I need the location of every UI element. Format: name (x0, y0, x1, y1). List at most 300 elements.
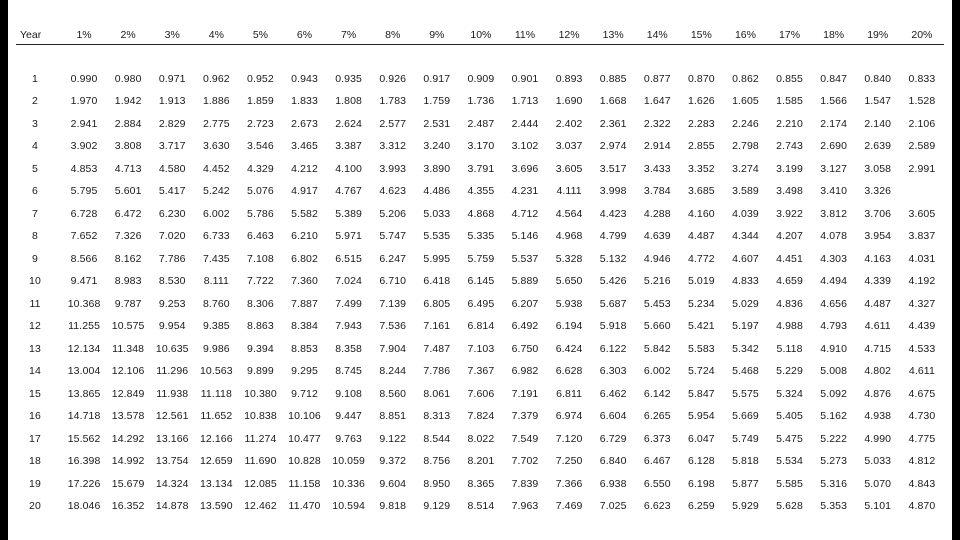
factor-cell: 6.373 (643, 432, 671, 445)
factor-cell: 3.998 (599, 185, 627, 198)
factor-cell: 6.230 (158, 207, 186, 220)
factor-cell: 8.853 (291, 342, 318, 355)
factor-cell: 8.745 (335, 365, 362, 378)
factor-cell: 5.971 (335, 230, 362, 243)
factor-cell: 4.288 (643, 207, 671, 220)
year-cell: 5 (32, 162, 38, 175)
factor-cell: 0.870 (687, 72, 715, 85)
rate-column-header: 19% (867, 29, 889, 41)
factor-cell: 0.833 (908, 72, 936, 85)
factor-cell: 7.108 (247, 252, 274, 265)
factor-cell: 5.019 (687, 275, 715, 288)
factor-cell: 6.472 (114, 207, 142, 220)
factor-cell: 5.749 (732, 432, 759, 445)
factor-cell: 8.244 (379, 365, 407, 378)
factor-cell: 0.980 (114, 72, 142, 85)
factor-cell: 3.922 (776, 207, 803, 220)
factor-cell: 8.950 (423, 477, 451, 490)
factor-cell: 2.210 (776, 117, 803, 130)
factor-cell: 4.938 (864, 410, 892, 423)
factor-cell: 6.974 (555, 410, 583, 423)
factor-cell: 7.536 (379, 320, 407, 333)
year-cell: 3 (32, 117, 38, 130)
factor-cell: 2.577 (379, 117, 407, 130)
factor-cell: 3.706 (864, 207, 892, 220)
factor-cell: 9.108 (335, 387, 362, 400)
year-cell: 20 (29, 500, 41, 513)
factor-cell: 9.954 (158, 320, 186, 333)
factor-cell: 9.129 (423, 500, 451, 513)
factor-cell: 3.993 (379, 162, 407, 175)
factor-cell: 10.635 (155, 342, 189, 355)
factor-cell: 6.623 (643, 500, 671, 513)
factor-cell: 5.954 (687, 410, 715, 423)
factor-cell: 3.498 (776, 185, 803, 198)
factor-cell: 0.990 (70, 72, 98, 85)
rate-column-header: 11% (514, 29, 536, 41)
factor-cell: 5.583 (687, 342, 715, 355)
rate-column-header: 7% (341, 29, 357, 41)
factor-cell: 12.106 (111, 365, 145, 378)
rate-column-header: 5% (252, 29, 269, 41)
factor-cell: 5.795 (70, 185, 98, 198)
table-row (16, 473, 944, 496)
divider-line (16, 45, 944, 68)
table-row (16, 248, 944, 271)
factor-cell: 13.865 (67, 387, 101, 400)
factor-cell: 4.853 (70, 162, 98, 175)
rate-column-header: 8% (385, 29, 401, 41)
factor-cell: 9.787 (114, 297, 142, 310)
factor-cell: 10.368 (67, 297, 101, 310)
factor-cell: 4.494 (820, 275, 848, 288)
factor-cell: 6.550 (643, 477, 671, 490)
factor-cell: 2.402 (555, 117, 583, 130)
factor-cell: 5.316 (820, 477, 848, 490)
factor-cell: 2.974 (599, 140, 627, 153)
table-row (16, 270, 944, 293)
factor-cell: 4.564 (555, 207, 583, 220)
factor-cell: 3.199 (776, 162, 803, 175)
factor-cell: 12.561 (155, 410, 189, 423)
year-cell: 10 (29, 275, 41, 288)
table-row (16, 180, 944, 203)
factor-cell: 8.756 (423, 455, 451, 468)
factor-cell: 13.578 (111, 410, 145, 423)
factor-cell: 5.216 (643, 275, 671, 288)
factor-cell: 2.487 (467, 117, 495, 130)
factor-cell: 4.946 (643, 252, 671, 265)
factor-cell: 6.265 (643, 410, 671, 423)
table-row (16, 90, 944, 113)
factor-cell: 6.002 (643, 365, 671, 378)
factor-cell: 6.207 (511, 297, 539, 310)
factor-cell: 0.926 (379, 72, 407, 85)
factor-cell: 6.128 (687, 455, 715, 468)
table-row (16, 383, 944, 406)
factor-cell: 14.878 (155, 500, 189, 513)
factor-cell: 1.566 (820, 95, 848, 108)
factor-cell: 6.047 (687, 432, 715, 445)
factor-cell: 4.344 (732, 230, 759, 243)
factor-cell: 7.191 (511, 387, 539, 400)
factor-cell: 5.076 (247, 185, 274, 198)
factor-cell: 6.729 (599, 432, 627, 445)
year-cell: 7 (32, 207, 38, 220)
factor-cell: 18.046 (67, 500, 101, 513)
factor-cell: 6.628 (555, 365, 583, 378)
factor-cell: 7.024 (335, 275, 362, 288)
factor-cell: 8.061 (423, 387, 451, 400)
table-row (16, 360, 944, 383)
factor-cell: 16.352 (111, 500, 145, 513)
factor-cell: 5.273 (820, 455, 848, 468)
factor-cell: 4.917 (291, 185, 318, 198)
factor-cell: 11.118 (200, 387, 232, 400)
factor-cell: 7.943 (335, 320, 362, 333)
factor-cell: 7.606 (467, 387, 495, 400)
factor-cell: 5.033 (423, 207, 451, 220)
factor-cell: 11.690 (244, 455, 277, 468)
factor-cell: 6.814 (467, 320, 495, 333)
factor-cell: 2.798 (732, 140, 759, 153)
factor-cell: 5.995 (423, 252, 451, 265)
factor-cell: 3.410 (820, 185, 848, 198)
factor-cell: 9.295 (291, 365, 318, 378)
factor-cell: 6.463 (247, 230, 274, 243)
rate-column-header: 18% (823, 29, 845, 41)
factor-cell: 4.836 (776, 297, 803, 310)
factor-cell: 6.122 (599, 342, 627, 355)
factor-cell: 5.353 (820, 500, 848, 513)
factor-cell: 4.802 (864, 365, 892, 378)
year-cell: 13 (29, 342, 41, 355)
factor-cell: 7.161 (423, 320, 451, 333)
factor-cell: 4.656 (820, 297, 848, 310)
factor-cell: 1.585 (776, 95, 803, 108)
factor-cell: 1.808 (335, 95, 362, 108)
factor-cell: 7.549 (511, 432, 539, 445)
factor-cell: 13.590 (199, 500, 233, 513)
factor-cell: 3.102 (511, 140, 539, 153)
factor-cell: 5.877 (732, 477, 759, 490)
factor-cell: 10.477 (288, 432, 321, 445)
factor-cell: 9.122 (379, 432, 407, 445)
rate-column-header: 20% (911, 29, 933, 41)
factor-cell: 6.805 (423, 297, 451, 310)
factor-cell: 2.140 (864, 117, 892, 130)
factor-cell: 10.106 (288, 410, 321, 423)
factor-cell: 7.366 (555, 477, 583, 490)
factor-cell: 4.487 (864, 297, 892, 310)
factor-cell: 5.421 (687, 320, 715, 333)
table-row (16, 68, 944, 91)
factor-cell: 4.812 (908, 455, 936, 468)
factor-cell: 4.675 (908, 387, 936, 400)
factor-cell: 4.486 (423, 185, 451, 198)
factor-cell: 5.118 (776, 342, 803, 355)
factor-cell: 4.775 (908, 432, 936, 445)
factor-cell: 6.811 (556, 387, 583, 400)
factor-cell: 4.799 (599, 230, 627, 243)
rate-column-header: 15% (690, 29, 712, 41)
year-cell: 1 (32, 72, 38, 85)
factor-cell: 14.292 (111, 432, 145, 445)
factor-cell: 6.604 (599, 410, 627, 423)
factor-cell: 8.162 (114, 252, 142, 265)
factor-cell: 5.342 (732, 342, 759, 355)
factor-cell: 11.652 (200, 410, 233, 423)
factor-cell: 4.163 (864, 252, 892, 265)
factor-cell: 2.639 (864, 140, 892, 153)
factor-cell: 3.696 (511, 162, 539, 175)
factor-cell: 10.380 (244, 387, 277, 400)
factor-cell: 12.085 (244, 477, 277, 490)
factor-cell: 4.111 (556, 185, 582, 198)
factor-cell: 17.226 (67, 477, 101, 490)
rate-column-header: 1% (76, 29, 92, 41)
factor-cell: 4.833 (732, 275, 759, 288)
table-row (16, 293, 944, 316)
factor-cell: 3.274 (732, 162, 759, 175)
factor-cell: 4.355 (467, 185, 495, 198)
factor-cell: 5.628 (776, 500, 803, 513)
factor-cell: 5.747 (379, 230, 407, 243)
factor-cell: 2.531 (423, 117, 451, 130)
factor-cell: 4.730 (908, 410, 936, 423)
factor-cell: 1.913 (158, 95, 186, 108)
factor-cell: 5.918 (599, 320, 627, 333)
factor-cell: 7.487 (423, 342, 451, 355)
factor-cell: 3.465 (291, 140, 318, 153)
factor-cell: 10.336 (332, 477, 365, 490)
factor-cell: 4.451 (776, 252, 803, 265)
factor-cell: 4.339 (864, 275, 892, 288)
factor-cell: 4.607 (732, 252, 759, 265)
factor-cell: 5.162 (820, 410, 848, 423)
factor-cell: 11.470 (288, 500, 321, 513)
factor-cell: 7.702 (511, 455, 539, 468)
factor-cell: 4.868 (467, 207, 495, 220)
year-cell: 14 (29, 365, 41, 378)
factor-cell: 5.601 (114, 185, 142, 198)
factor-cell: 5.008 (820, 365, 848, 378)
factor-cell: 4.231 (511, 185, 539, 198)
factor-cell: 5.535 (423, 230, 451, 243)
rate-column-header: 6% (296, 29, 313, 41)
factor-cell: 4.452 (202, 162, 230, 175)
factor-cell: 8.851 (379, 410, 407, 423)
factor-cell: 2.624 (335, 117, 362, 130)
factor-cell: 11.296 (156, 365, 189, 378)
factor-cell: 3.352 (687, 162, 715, 175)
factor-cell: 7.786 (158, 252, 186, 265)
factor-cell: 5.938 (555, 297, 583, 310)
table-row (16, 495, 944, 518)
factor-cell: 5.132 (599, 252, 627, 265)
rate-column-header: 9% (429, 29, 445, 41)
factor-cell: 1.783 (379, 95, 407, 108)
factor-cell: 5.426 (599, 275, 627, 288)
factor-cell: 5.585 (776, 477, 803, 490)
factor-cell: 3.037 (555, 140, 583, 153)
factor-cell: 7.786 (423, 365, 451, 378)
rate-column-header: 2% (120, 29, 136, 41)
table-row (16, 428, 944, 451)
factor-cell: 4.876 (864, 387, 892, 400)
factor-cell: 6.145 (467, 275, 495, 288)
factor-cell: 3.837 (908, 230, 936, 243)
factor-cell: 7.963 (511, 500, 539, 513)
factor-cell: 1.547 (864, 95, 892, 108)
factor-cell: 5.389 (335, 207, 362, 220)
factor-cell: 6.982 (511, 365, 539, 378)
document-page (8, 0, 952, 540)
factor-cell: 3.326 (864, 185, 892, 198)
factor-cell: 5.417 (158, 185, 186, 198)
factor-cell: 7.250 (555, 455, 583, 468)
rate-column-header: 14% (646, 29, 668, 41)
table-row (16, 405, 944, 428)
factor-cell: 7.499 (335, 297, 362, 310)
factor-cell: 7.904 (379, 342, 407, 355)
factor-cell: 3.808 (114, 140, 142, 153)
factor-cell: 6.002 (202, 207, 230, 220)
factor-cell: 11.255 (68, 320, 101, 333)
factor-cell: 10.563 (199, 365, 233, 378)
factor-cell: 10.059 (332, 455, 365, 468)
factor-cell: 0.847 (820, 72, 848, 85)
factor-cell: 0.893 (555, 72, 583, 85)
factor-cell: 4.988 (776, 320, 803, 333)
factor-cell: 8.760 (202, 297, 230, 310)
factor-cell: 5.033 (864, 455, 892, 468)
factor-cell: 9.372 (379, 455, 407, 468)
factor-cell: 4.611 (908, 365, 935, 378)
factor-cell: 7.120 (555, 432, 583, 445)
factor-cell: 2.743 (776, 140, 803, 153)
factor-cell: 8.384 (291, 320, 318, 333)
factor-cell: 3.312 (379, 140, 407, 153)
factor-cell: 5.660 (643, 320, 671, 333)
factor-cell: 2.884 (114, 117, 142, 130)
factor-cell: 7.360 (291, 275, 318, 288)
factor-cell: 5.206 (379, 207, 407, 220)
factor-cell: 5.222 (820, 432, 848, 445)
factor-cell: 0.935 (335, 72, 362, 85)
factor-cell: 4.192 (908, 275, 936, 288)
factor-cell: 13.004 (67, 365, 101, 378)
factor-cell: 6.492 (511, 320, 539, 333)
factor-cell: 14.992 (111, 455, 145, 468)
factor-cell: 4.767 (335, 185, 362, 198)
factor-cell: 13.134 (199, 477, 233, 490)
rate-column-header: 3% (164, 29, 180, 41)
factor-cell: 4.078 (820, 230, 848, 243)
factor-cell: 11.158 (288, 477, 321, 490)
year-cell: 6 (32, 185, 38, 198)
factor-cell: 5.847 (687, 387, 715, 400)
factor-cell: 4.715 (864, 342, 892, 355)
factor-cell: 4.910 (820, 342, 848, 355)
factor-cell: 6.210 (291, 230, 318, 243)
factor-cell: 9.471 (70, 275, 98, 288)
rate-column-header: 12% (558, 29, 580, 41)
factor-cell: 2.361 (599, 117, 627, 130)
factor-cell: 5.818 (732, 455, 759, 468)
year-cell: 12 (29, 320, 41, 333)
factor-cell: 13.166 (155, 432, 189, 445)
factor-cell: 1.713 (511, 95, 539, 108)
factor-cell: 12.849 (111, 387, 145, 400)
factor-cell: 8.111 (203, 275, 229, 288)
factor-cell: 5.234 (687, 297, 715, 310)
year-cell: 9 (32, 252, 38, 265)
factor-cell: 6.515 (335, 252, 362, 265)
factor-cell: 3.784 (643, 185, 671, 198)
rate-column-header: 16% (734, 29, 756, 41)
factor-cell: 6.495 (467, 297, 495, 310)
factor-cell: 7.103 (467, 342, 495, 355)
factor-cell: 1.528 (908, 95, 936, 108)
year-column-header: Year (20, 29, 42, 41)
factor-cell: 5.537 (511, 252, 539, 265)
factor-cell: 3.605 (908, 207, 936, 220)
factor-cell: 1.736 (467, 95, 495, 108)
factor-cell: 6.303 (599, 365, 627, 378)
factor-cell: 10.828 (288, 455, 321, 468)
factor-cell: 9.818 (379, 500, 407, 513)
year-cell: 16 (29, 410, 41, 423)
factor-cell: 4.207 (776, 230, 803, 243)
factor-cell: 4.772 (687, 252, 715, 265)
factor-cell: 4.968 (555, 230, 583, 243)
factor-cell: 5.070 (864, 477, 892, 490)
factor-cell: 12.166 (199, 432, 233, 445)
factor-cell: 1.833 (291, 95, 318, 108)
factor-cell: 4.793 (820, 320, 848, 333)
factor-cell: 4.533 (908, 342, 936, 355)
factor-cell: 0.840 (864, 72, 892, 85)
year-cell: 2 (32, 95, 38, 108)
factor-cell: 6.142 (643, 387, 671, 400)
factor-cell: 2.174 (820, 117, 848, 130)
factor-cell: 5.669 (732, 410, 759, 423)
factor-cell: 3.170 (467, 140, 495, 153)
factor-cell: 0.885 (599, 72, 627, 85)
factor-cell: 3.433 (643, 162, 671, 175)
table-row (16, 338, 944, 361)
factor-cell: 5.842 (643, 342, 671, 355)
factor-cell: 4.639 (643, 230, 671, 243)
factor-cell: 9.763 (335, 432, 362, 445)
factor-cell: 7.722 (247, 275, 274, 288)
factor-cell: 3.058 (864, 162, 892, 175)
factor-cell: 0.943 (291, 72, 318, 85)
table-row (16, 135, 944, 158)
factor-cell: 7.652 (70, 230, 98, 243)
factor-cell: 1.647 (643, 95, 671, 108)
factor-cell: 4.623 (379, 185, 407, 198)
factor-cell: 8.365 (467, 477, 495, 490)
factor-cell: 0.901 (511, 72, 539, 85)
factor-cell: 2.723 (247, 117, 274, 130)
factor-cell: 6.418 (423, 275, 451, 288)
factor-cell: 2.106 (908, 117, 936, 130)
factor-cell: 6.840 (599, 455, 627, 468)
factor-cell: 9.604 (379, 477, 407, 490)
factor-cell: 6.194 (555, 320, 583, 333)
